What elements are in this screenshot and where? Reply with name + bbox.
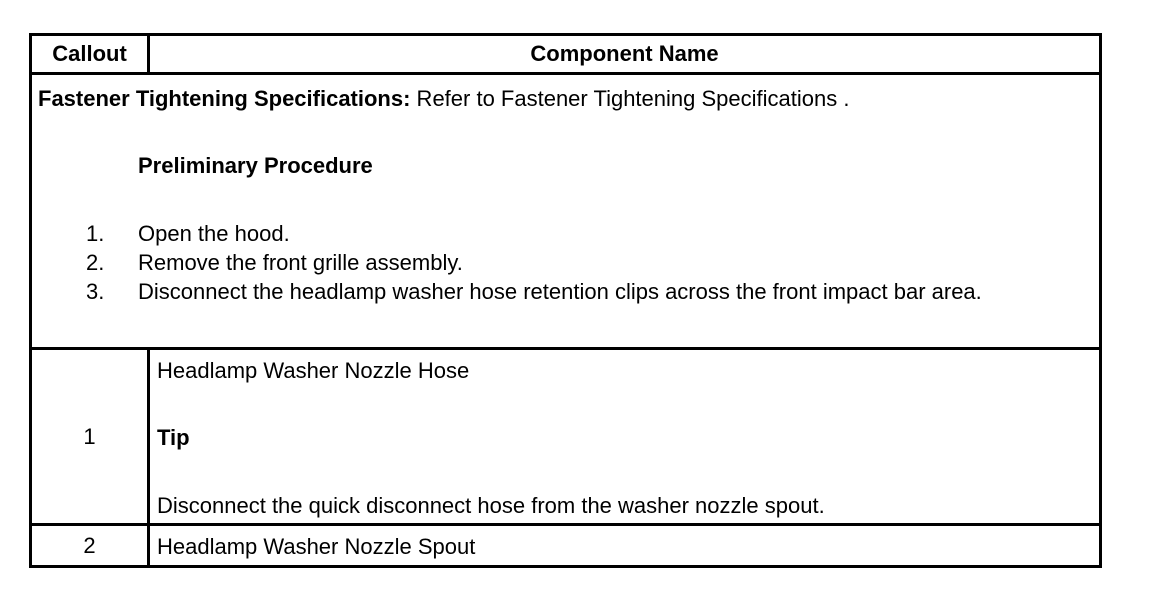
callout-cell: [32, 526, 150, 565]
component-table: [29, 33, 1102, 568]
step-text: Remove the front grille assembly.: [138, 250, 463, 275]
table-row: [32, 526, 1099, 565]
tip-label: Tip: [157, 425, 190, 450]
component-name: Headlamp Washer Nozzle Spout: [157, 534, 476, 559]
spec-line: [38, 88, 849, 110]
spec-text: Refer to Fastener Tightening Specifications .: [410, 86, 850, 111]
header-component-label: Component Name: [530, 41, 719, 66]
preliminary-heading: Preliminary Procedure: [138, 153, 373, 178]
step-number: 1.: [86, 221, 105, 246]
callout-number: 2: [83, 532, 96, 558]
table-row: [32, 350, 1099, 526]
callout-number: 1: [83, 423, 96, 449]
tip-text: Disconnect the quick disconnect hose from the washer nozzle spout.: [157, 493, 825, 518]
component-cell: [150, 350, 1099, 523]
step-text: Disconnect the headlamp washer hose retention clips across the front impact bar area.: [138, 279, 982, 304]
step-text: Open the hood.: [138, 221, 290, 246]
step-number: 3.: [86, 279, 105, 304]
step-number: 2.: [86, 250, 105, 275]
callout-cell: [32, 350, 150, 523]
table-header-row: [32, 36, 1099, 75]
component-cell: [150, 526, 1099, 565]
header-callout-cell: [32, 36, 150, 72]
spec-label: Fastener Tightening Specifications:: [38, 86, 411, 111]
header-callout-label: Callout: [52, 41, 127, 66]
header-component-cell: [150, 36, 1099, 72]
spec-row: [32, 75, 1099, 350]
component-name: Headlamp Washer Nozzle Hose: [157, 358, 470, 383]
